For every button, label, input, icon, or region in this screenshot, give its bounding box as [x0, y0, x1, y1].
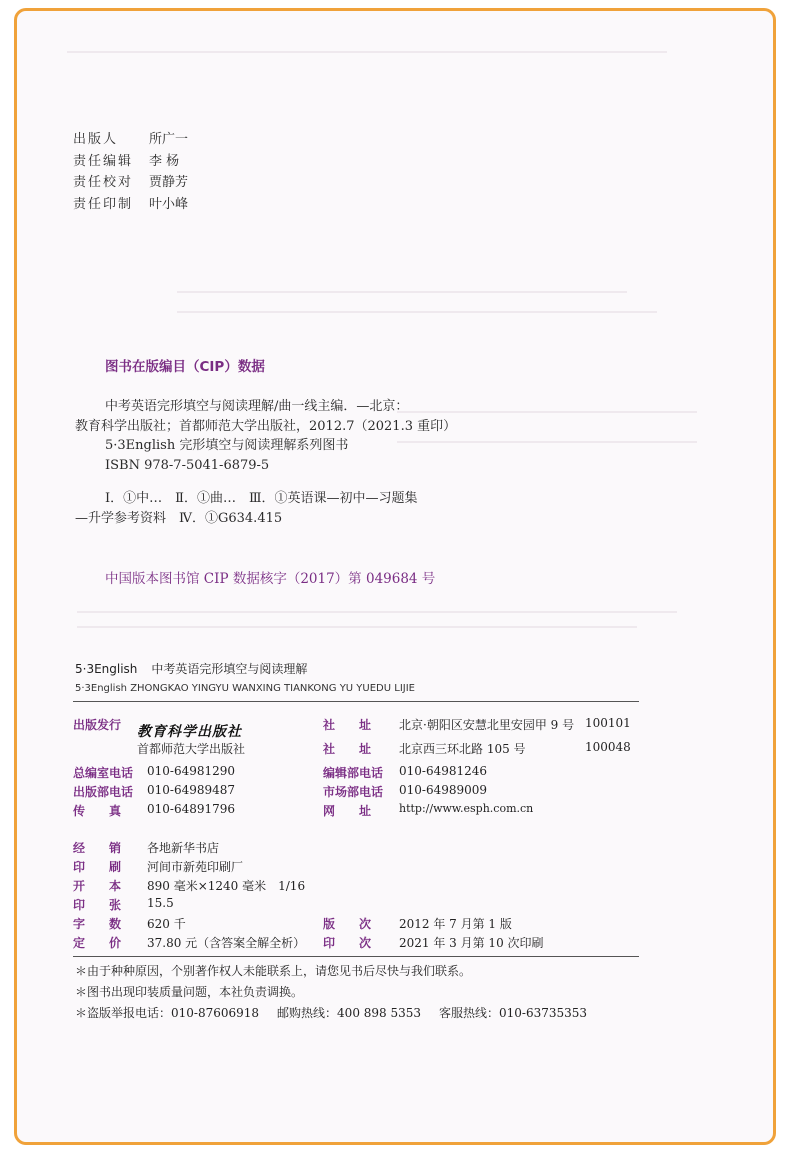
price-label: 定 价 — [73, 936, 122, 950]
words-label: 字 数 — [73, 917, 122, 931]
zip-1: 100101 — [585, 716, 631, 730]
printer: 河间市新苑印刷厂 — [147, 860, 244, 874]
cip-record — [75, 397, 456, 528]
address-1: 北京·朝阳区安慧北里安园甲 9 号 — [399, 718, 575, 732]
page-frame — [14, 8, 776, 1145]
cip-classification: —升学参考资料 Ⅳ．①G634.415 — [75, 510, 283, 526]
showthrough-line — [67, 51, 667, 53]
piracy-hotline: ＊盗版举报电话：010-87606918 — [75, 1006, 260, 1020]
cip-line: 中考英语完形填空与阅读理解/曲一线主编．—北京： — [105, 399, 409, 414]
divider — [73, 956, 639, 957]
book-title-cn — [75, 660, 415, 677]
divider — [73, 701, 639, 702]
showthrough-line — [177, 291, 627, 293]
showthrough-line — [77, 611, 677, 613]
showthrough-line — [77, 626, 637, 628]
phone-value: 010-64989487 — [147, 783, 236, 797]
edition: 2012 年 7 月第 1 版 — [399, 917, 512, 931]
phone-label: 编辑部电话 — [323, 766, 384, 780]
sheets-label: 印 张 — [73, 898, 122, 912]
copyright-page — [17, 11, 773, 1142]
phone-value: 010-64981290 — [147, 764, 236, 778]
price: 37.80 元（含答案全解全析） — [147, 936, 306, 950]
address-label: 社 址 — [323, 742, 372, 756]
credit-name: 贾静芳 — [149, 175, 189, 190]
mail-order-hotline: 邮购热线：400 898 5353 — [277, 1006, 422, 1020]
credit-name: 所广一 — [149, 132, 189, 147]
format-label: 开 本 — [73, 879, 122, 893]
zip-2: 100048 — [585, 740, 631, 754]
words: 620 千 — [147, 917, 186, 931]
credit-role: 责任编辑 — [73, 153, 134, 169]
service-hotline: 客服热线：010-63735353 — [439, 1006, 588, 1020]
credit-name: 叶小峰 — [149, 196, 189, 212]
cip-line: ISBN 978-7-5041-6879-5 — [105, 457, 270, 473]
address-2: 北京西三环北路 105 号 — [399, 742, 526, 756]
copublisher: 首都师范大学出版社 — [137, 742, 246, 756]
cip-classification: Ⅰ．①中… Ⅱ．①曲… Ⅲ．①英语课—初中—习题集 — [105, 491, 418, 506]
print-label: 印 次 — [323, 936, 372, 950]
credit-name: 李 杨 — [149, 153, 180, 169]
credit-row — [73, 151, 188, 173]
cip-approval-number: 中国版本图书馆 CIP 数据核字（2017）第 049684 号 — [105, 571, 436, 587]
website-label: 网 址 — [323, 804, 372, 818]
phone-label: 出版部电话 — [73, 785, 134, 799]
showthrough-line — [177, 311, 657, 313]
credit-row — [73, 194, 188, 216]
phone-value: 010-64981246 — [399, 764, 488, 778]
website-link[interactable]: http://www.esph.com.cn — [399, 802, 534, 815]
phone-value: 010-64989009 — [399, 783, 488, 797]
book-title-pinyin: 5·3English ZHONGKAO YINGYU WANXING TIANKONG YU YUEDU LIJIE — [75, 683, 415, 694]
print-run: 2021 年 3 月第 10 次印刷 — [399, 936, 544, 950]
note-line: ＊图书出现印装质量问题，本社负责调换。 — [75, 985, 304, 999]
edition-label: 版 次 — [323, 917, 372, 931]
note-line — [75, 1003, 587, 1024]
credit-row — [73, 129, 188, 151]
book-title: 中考英语完形填空与阅读理解 — [151, 662, 308, 676]
distributor: 各地新华书店 — [147, 841, 220, 855]
notes-block — [75, 961, 587, 1024]
book-title-block — [75, 660, 415, 694]
publisher-label: 出版发行 — [73, 718, 122, 732]
cip-heading: 图书在版编目（CIP）数据 — [105, 359, 265, 375]
format: 890 毫米×1240 毫米 1/16 — [147, 879, 306, 893]
cip-line: 5·3English 完形填空与阅读理解系列图书 — [105, 438, 349, 453]
credit-role: 责任印制 — [73, 196, 134, 212]
fax-value: 010-64891796 — [147, 802, 236, 816]
printer-label: 印 刷 — [73, 860, 122, 874]
address-label: 社 址 — [323, 718, 372, 732]
distributor-label: 经 销 — [73, 841, 122, 855]
credit-row — [73, 172, 188, 194]
credit-role: 出版人 — [73, 132, 119, 147]
publisher-logo: 教育科学出版社 — [137, 724, 242, 740]
sheets: 15.5 — [147, 896, 174, 910]
cip-line: 教育科学出版社；首都师范大学出版社，2012.7（2021.3 重印） — [75, 418, 457, 434]
fax-label: 传 真 — [73, 804, 122, 818]
phone-label: 市场部电话 — [323, 785, 384, 799]
credits-block — [73, 129, 188, 215]
credit-role: 责任校对 — [73, 175, 134, 190]
phone-label: 总编室电话 — [73, 766, 134, 780]
series-name: 5·3English — [75, 662, 138, 676]
note-line: ＊由于种种原因，个别著作权人未能联系上，请您见书后尽快与我们联系。 — [75, 964, 472, 978]
